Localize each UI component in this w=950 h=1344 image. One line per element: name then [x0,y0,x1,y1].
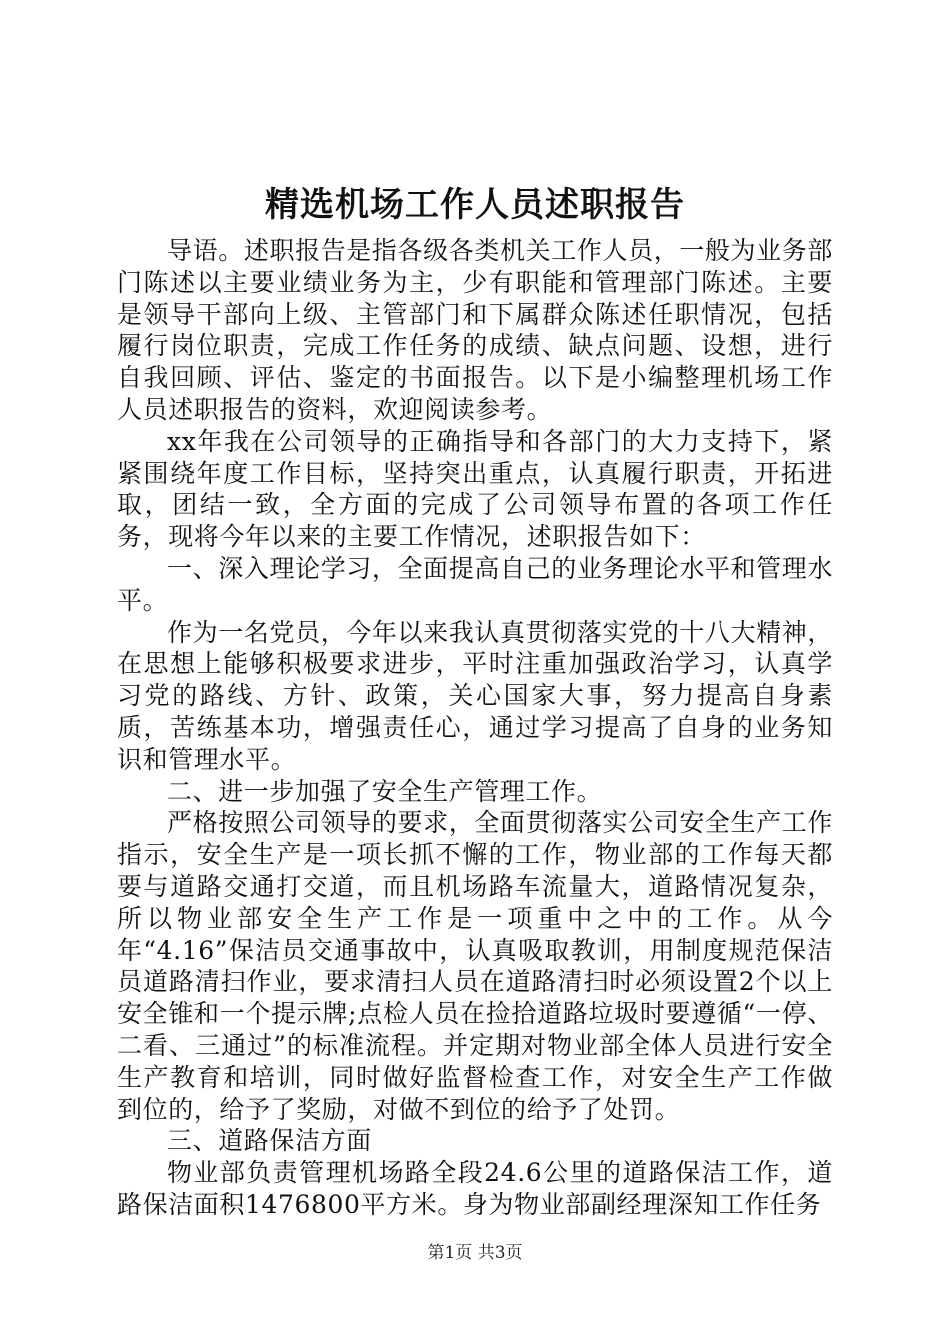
section-heading-2: 二、进一步加强了安全生产管理工作。 [167,776,603,806]
section-heading-3: 三、道路保洁方面 [167,1126,372,1156]
paragraph-intro: 导语。述职报告是指各级各类机关工作人员，一般为业务部门陈述以主要业绩业务为主，少有职能和管理部门陈述。主要是领导干部向上级、主管部门和下属群众陈述任职情况，包括履行岗位职责，完成工作任务的成绩、缺点问题、设想，进行自我回顾、评估、鉴定的书面报告。以下是小编整理机场工作人员述职报告的资料，欢迎阅读参考。 [117,236,833,424]
paragraph-study: 作为一名党员，今年以来我认真贯彻落实党的十八大精神，在思想上能够积极要求进步，平时注重加强政治学习，认真学习党的路线、方针、政策，关心国家大事，努力提高自身素质，苦练基本功，增强责任心，通过学习提高了自身的业务知识和管理水平。 [117,617,833,774]
page-number-footer: 第1页 共3页 [427,1243,523,1263]
section-heading-1: 一、深入理论学习，全面提高自己的业务理论水平和管理水平。 [117,553,833,615]
document-body [117,235,833,1221]
paragraph-cleaning: 物业部负责管理机场路全段24.6公里的道路保洁工作，道路保洁面积1476800平方米。身为物业部副经理深知工作任务 [117,1158,833,1219]
paragraph-safety: 严格按照公司领导的要求，全面贯彻落实公司安全生产工作指示，安全生产是一项长抓不懈的工作，物业部的工作每天都要与道路交通打交道，而且机场路车流量大，道路情况复杂，所以物业部安全生产工作是一项重中之中的工作。从今年“4.16”保洁员交通事故中，认真吸取教训，用制度规范保洁员道路清扫作业，要求清扫人员在道路清扫时必须设置2个以上安全锥和一个提示牌;点检人员在捡拾道路垃圾时要遵循“一停、二看、三通过”的标准流程。并定期对物业部全体人员进行安全生产教育和培训，同时做好监督检查工作，对安全生产工作做到位的，给予了奖励，对做不到位的给予了处罚。 [117,808,833,1124]
paragraph-overview: xx年我在公司领导的正确指导和各部门的大力支持下，紧紧围绕年度工作目标，坚持突出重点，认真履行职责，开拓进取，团结一致，全方面的完成了公司领导布置的各项工作任务，现将今年以来的主要工作情况，述职报告如下： [117,426,833,552]
document-title: 精选机场工作人员述职报告 [265,185,685,225]
